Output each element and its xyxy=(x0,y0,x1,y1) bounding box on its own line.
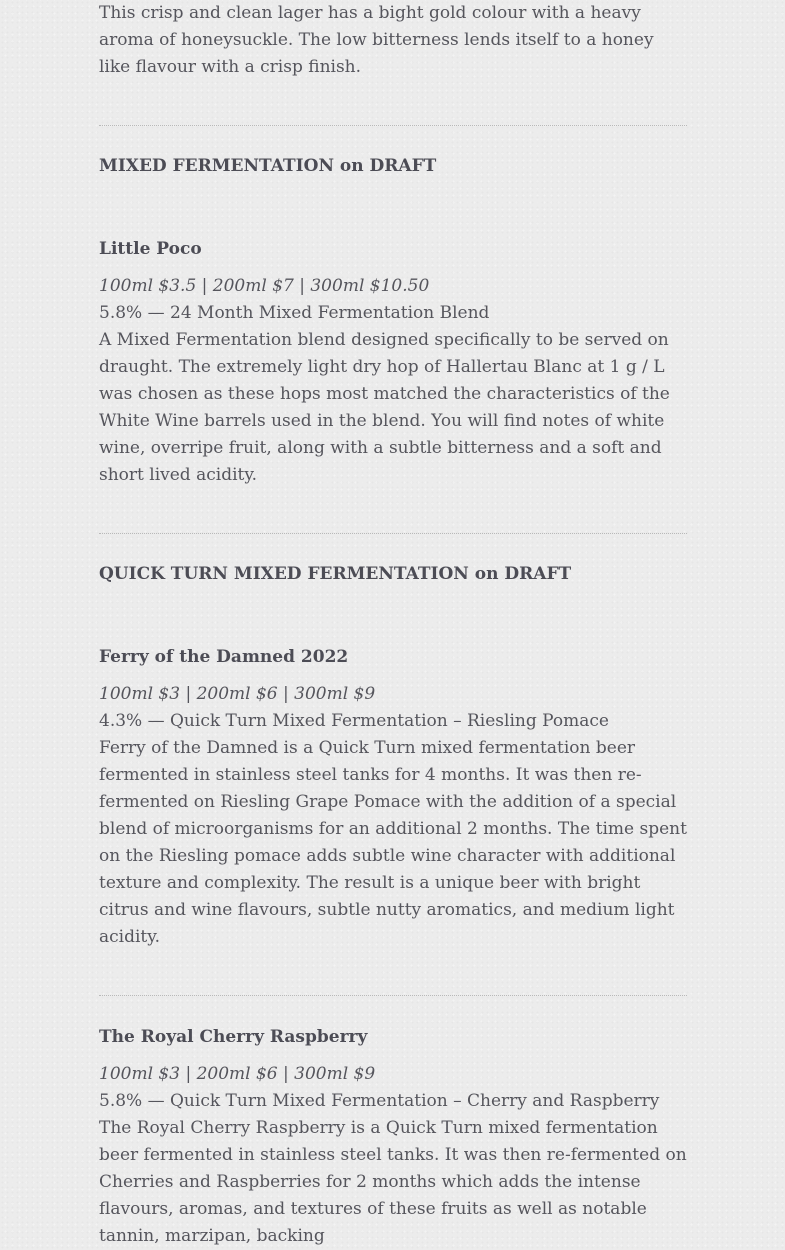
beer-description: This crisp and clean lager has a bight gold colour with a heavy aroma of honeysuckle. The low bitterness lends itself to a honey like flavour with a crisp finish. xyxy=(99,3,654,77)
beer-description: Ferry of the Damned is a Quick Turn mixed fermentation beer fermented in stainless steel tanks for 4 months. It was then re-fermented on Riesling Grape Pomace with the addition of a special blend of microorganisms for an additional 2 months. The time spent on the Riesling pomace adds subtle wine character with additional texture and complexity. The result is a unique beer with bright citrus and wine flavours, subtle nutty aromatics, and medium light acidity. xyxy=(99,738,687,947)
beer-menu xyxy=(99,0,687,1250)
section-title: QUICK TURN MIXED FERMENTATION on DRAFT xyxy=(99,564,572,584)
beer-prices: 100ml $3 | 200ml $6 | 300ml $9 xyxy=(99,684,376,704)
beer-description: The Royal Cherry Raspberry is a Quick Turn mixed fermentation beer fermented in stainless steel tanks. It was then re-fermented on Cherries and Raspberries for 2 months which adds the intense flavours, aromas, and textures of these fruits as well as notable tannin, marzipan, backing xyxy=(99,1118,687,1246)
beer-name: Ferry of the Damned 2022 xyxy=(99,647,349,667)
beer-style-line: 5.8% — 24 Month Mixed Fermentation Blend xyxy=(99,303,490,323)
beer-description: A Mixed Fermentation blend designed specifically to be served on draught. The extremely light dry hop of Hallertau Blanc at 1 g / L was chosen as these hops most matched the characteristics of the White Wine barrels used in the blend. You will find notes of white wine, overripe fruit, along with a subtle bitterness and a soft and short lived acidity. xyxy=(99,330,670,485)
beer-style-line: 4.3% — Quick Turn Mixed Fermentation – Riesling Pomace xyxy=(99,711,609,731)
beer-prices: 100ml $3 | 200ml $6 | 300ml $9 xyxy=(99,1064,376,1084)
beer-prices: 100ml $3.5 | 200ml $7 | 300ml $10.50 xyxy=(99,276,430,296)
section-title: MIXED FERMENTATION on DRAFT xyxy=(99,156,437,176)
beer-name: Little Poco xyxy=(99,239,202,259)
beer-name: The Royal Cherry Raspberry xyxy=(99,1027,368,1047)
beer-style-line: 5.8% — Quick Turn Mixed Fermentation – Cherry and Raspberry xyxy=(99,1091,660,1111)
